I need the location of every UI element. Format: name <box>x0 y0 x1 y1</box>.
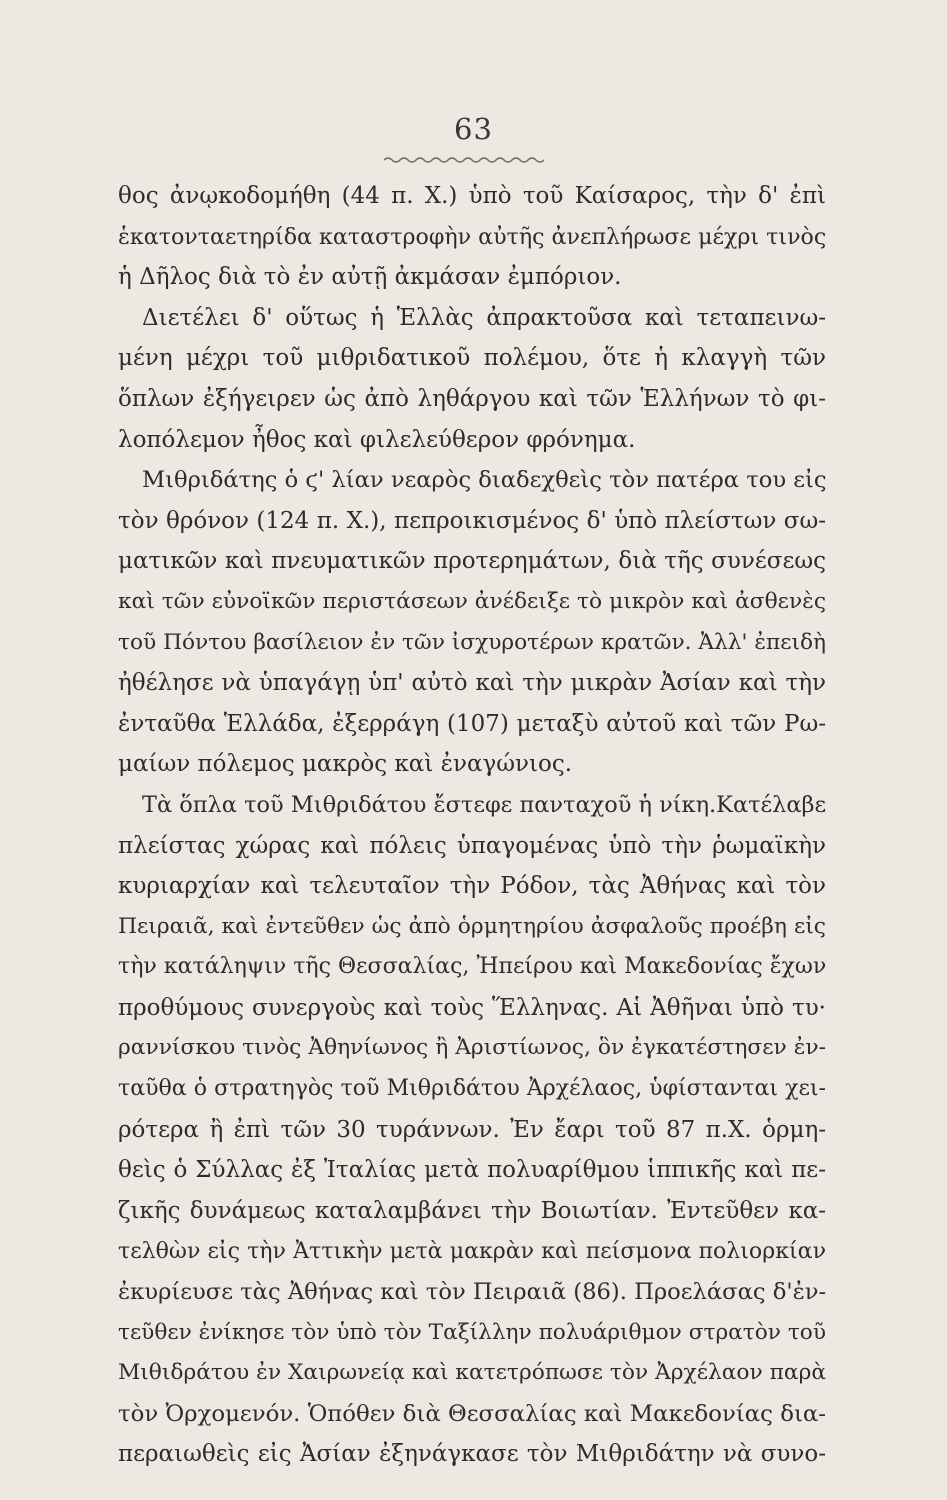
text-line: κυριαρχίαν καὶ τελευταῖον τὴν Ρόδον, τὰς Ἀθήνας καὶ τὸν <box>118 873 826 900</box>
text-line: ραννίσκου τινὸς Ἀθηνίωνος ἢ Ἀριστίωνος, ὃν ἐγκατέστησεν ἐν- <box>118 1035 826 1061</box>
text-line: προθύμους συνεργοὺς καὶ τοὺς Ἕλληνας. Αἱ Ἀθῆναι ὑπὸ τυ· <box>118 994 826 1021</box>
text-line: τοῦ Πόντου βασίλειον ἐν τῶν ἰσχυροτέρων κρατῶν. Ἀλλ' ἐπειδὴ <box>118 629 826 655</box>
text-line: ὅπλων ἐξήγειρεν ὡς ἀπὸ ληθάργου καὶ τῶν Ἑλλήνων τὸ φι- <box>118 385 826 412</box>
text-line: Πειραιᾶ, καὶ ἐντεῦθεν ὡς ἀπὸ ὁρμητηρίου ἀσφαλοῦς προέβη εἰς <box>118 913 826 939</box>
text-line: τελθὼν εἰς τὴν Ἀττικὴν μετὰ μακρὰν καὶ πείσμονα πολιορκίαν <box>118 1238 826 1265</box>
text-line: μαίων πόλεμος μακρὸς καὶ ἐναγώνιος. <box>118 751 573 778</box>
text-line: τὸν Ὀρχομενόν. Ὁπόθεν διὰ Θεσσαλίας καὶ Μακεδονίας δια- <box>118 1400 826 1427</box>
text-line: ζικῆς δυνάμεως καταλαμβάνει τὴν Βοιωτίαν. Ἐντεῦθεν κα- <box>118 1197 826 1224</box>
text-line: ἑκατονταετηρίδα καταστροφὴν αὐτῆς ἀνεπλήρωσε μέχρι τινὸς <box>118 223 827 250</box>
text-line: ρότερα ἢ ἐπὶ τῶν 30 τυράννων. Ἐν ἔαρι τοῦ 87 π.Χ. ὁρμη- <box>118 1116 826 1143</box>
text-line: περαιωθεὶς εἰς Ἀσίαν ἐξηνάγκασε τὸν Μιθριδάτην νὰ συνο- <box>118 1441 826 1468</box>
text-line: ματικῶν καὶ πνευματικῶν προτερημάτων, διὰ τῆς συνέσεως <box>118 548 826 575</box>
text-line: ἡ Δῆλος διὰ τὸ ἐν αὐτῇ ἀκμάσαν ἐμπόριον. <box>118 264 622 291</box>
text-line: καὶ τῶν εὐνοϊκῶν περιστάσεων ἀνέδειξε τὸ μικρὸν καὶ ἀσθενὲς <box>118 588 826 614</box>
text-line: Μιθιδράτου ἐν Χαιρωνείᾳ καὶ κατετρόπωσε τὸν Ἀρχέλαον παρὰ <box>118 1360 827 1386</box>
text-line: Μιθριδάτης ὁ ϛ' λίαν νεαρὸς διαδεχθεὶς τὸν πατέρα του εἰς <box>142 467 827 494</box>
page-number: 63 <box>454 112 493 146</box>
text-line: τεῦθεν ἐνίκησε τὸν ὑπὸ τὸν Ταξίλλην πολυάριθμον στρατὸν τοῦ <box>118 1319 826 1345</box>
text-line: τὴν κατάληψιν τῆς Θεσσαλίας, Ἠπείρου καὶ Μακεδονίας ἔχων <box>118 954 827 980</box>
text-line: ἐκυρίευσε τὰς Ἀθήνας καὶ τὸν Πειραιᾶ (86). Προελάσας δ'ἐν- <box>118 1279 827 1306</box>
text-line: Τὰ ὅπλα τοῦ Μιθριδάτου ἔστεφε πανταχοῦ ἡ νίκη.Κατέλαβε <box>142 791 827 818</box>
text-line: τὸν θρόνον (124 π. Χ.), πεπροικισμένος δ' ὑπὸ πλείστων σω- <box>118 507 826 534</box>
text-line: ἐνταῦθα Ἑλλάδα, ἐξερράγη (107) μεταξὺ αὐτοῦ καὶ τῶν Ρω- <box>118 710 826 737</box>
text-line: θεὶς ὁ Σύλλας ἐξ Ἰταλίας μετὰ πολυαρίθμου ἱππικῆς καὶ πε- <box>118 1157 826 1184</box>
text-line: θος ἀνῳκοδομήθη (44 π. Χ.) ὑπὸ τοῦ Καίσαρος, τὴν δ' ἐπὶ <box>118 183 826 209</box>
body-text <box>118 176 826 1475</box>
text-line: μένη μέχρι τοῦ μιθριδατικοῦ πολέμου, ὅτε ἡ κλαγγὴ τῶν <box>118 345 826 372</box>
text-line: λοπόλεμον ἦθος καὶ φιλελεύθερον φρόνημα. <box>118 426 636 453</box>
text-line: ταῦθα ὁ στρατηγὸς τοῦ Μιθριδάτου Ἀρχέλαος, ὑφίστανται χει- <box>118 1076 826 1102</box>
text-line: πλείστας χώρας καὶ πόλεις ὑπαγομένας ὑπὸ τὴν ῥωμαϊκὴν <box>118 832 826 859</box>
wavy-rule-ornament <box>384 154 544 166</box>
text-line: Διετέλει δ' οὕτως ἡ Ἑλλὰς ἀπρακτοῦσα καὶ τεταπεινω- <box>142 304 826 331</box>
text-line: ἠθέλησε νὰ ὑπαγάγῃ ὑπ' αὐτὸ καὶ τὴν μικρὰν Ἀσίαν καὶ τὴν <box>118 670 826 697</box>
